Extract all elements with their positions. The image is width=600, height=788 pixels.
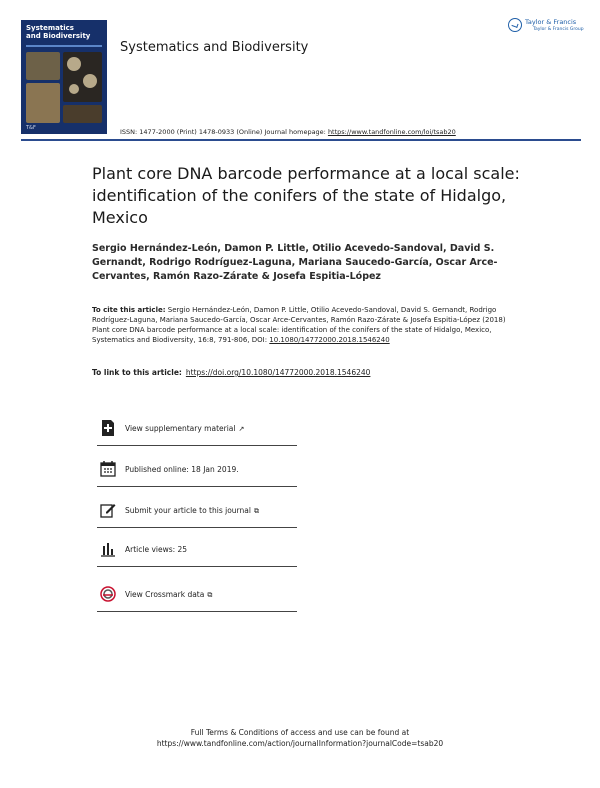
link-label: To link to this article: — [92, 368, 182, 377]
publisher-logo-subtext: Taylor & Francis Group — [533, 27, 584, 32]
crossmark-label: View Crossmark data — [125, 590, 205, 599]
footer-journal-info-link[interactable]: https://www.tandfonline.com/action/journalInformation?journalCode=tsab20 — [156, 739, 444, 748]
cite-label: To cite this article: — [92, 306, 166, 314]
cover-publisher-mark: T&F — [26, 125, 36, 131]
bar-chart-icon — [100, 541, 116, 557]
article-authors: Sergio Hernández-León, Damon P. Little, Otilio Acevedo-Sandoval, David S. Gernandt, Rodrigo Rodríguez-Laguna, Mariana Saucedo-García, Oscar Arce-Cervantes, Ramón Razo-Zárate & Josefa Espitia-López — [92, 243, 498, 282]
cover-title-line1: Systematics — [26, 24, 74, 32]
article-doi-url[interactable]: https://doi.org/10.1080/14772000.2018.1546240 — [185, 368, 371, 377]
supplementary-material-item[interactable] — [97, 409, 297, 446]
plus-document-icon — [100, 420, 116, 436]
cite-text: Sergio Hernández-León, Damon P. Little, Otilio Acevedo-Sandoval, David S. Gernandt, Rodrigo Rodríguez-Laguna, Mariana Saucedo-García, Oscar Arce-Cervantes, Ramón Razo-Zárate & Josefa Espitia-López (2018) Plant core DNA barcode performance at a local scale: identification of the conifers of the state of Hidalgo, Mexico, Systematics and Biodiversity, 16:8, 791-806, DOI: — [92, 306, 506, 344]
published-online-label: Published online: 18 Jan 2019. — [125, 465, 239, 474]
publisher-logo-text: Taylor & Francis — [525, 18, 577, 26]
supplementary-material-label: View supplementary material — [125, 424, 236, 433]
calendar-icon — [100, 461, 116, 477]
crossmark-item[interactable] — [97, 575, 297, 612]
crossmark-icon — [100, 586, 116, 602]
header-divider — [21, 139, 581, 141]
issn-line: ISSN: 1477-2000 (Print) 1478-0933 (Online) Journal homepage: https://www.tandfonline.com/loi/tsab20 — [120, 128, 456, 136]
submit-article-item[interactable] — [97, 491, 297, 528]
article-link-line — [92, 368, 370, 377]
terms-footer — [0, 727, 600, 749]
published-online-item — [97, 450, 297, 487]
journal-name: Systematics and Biodiversity — [120, 40, 309, 55]
publisher-logo-icon — [508, 18, 522, 32]
doi-link[interactable]: 10.1080/14772000.2018.1546240 — [269, 336, 390, 344]
cover-title-line2: and Biodiversity — [26, 32, 91, 40]
journal-homepage-link[interactable]: https://www.tandfonline.com/loi/tsab20 — [327, 128, 456, 136]
edit-icon — [100, 502, 116, 518]
article-views-label: Article views: 25 — [125, 545, 188, 554]
external-link-icon: ⧉ — [253, 507, 259, 515]
article-views-item — [97, 530, 297, 567]
publisher-logo[interactable] — [508, 17, 582, 37]
journal-cover-image — [21, 20, 107, 134]
submit-article-label: Submit your article to this journal — [125, 506, 251, 515]
footer-line1: Full Terms & Conditions of access and use can be found at — [190, 728, 410, 737]
article-title: Plant core DNA barcode performance at a local scale: identification of the conifers of the state of Hidalgo, Mexico — [92, 164, 520, 227]
citation-block — [92, 305, 517, 345]
external-link-icon: ↗ — [238, 425, 245, 433]
external-link-icon: ⧉ — [207, 591, 213, 599]
